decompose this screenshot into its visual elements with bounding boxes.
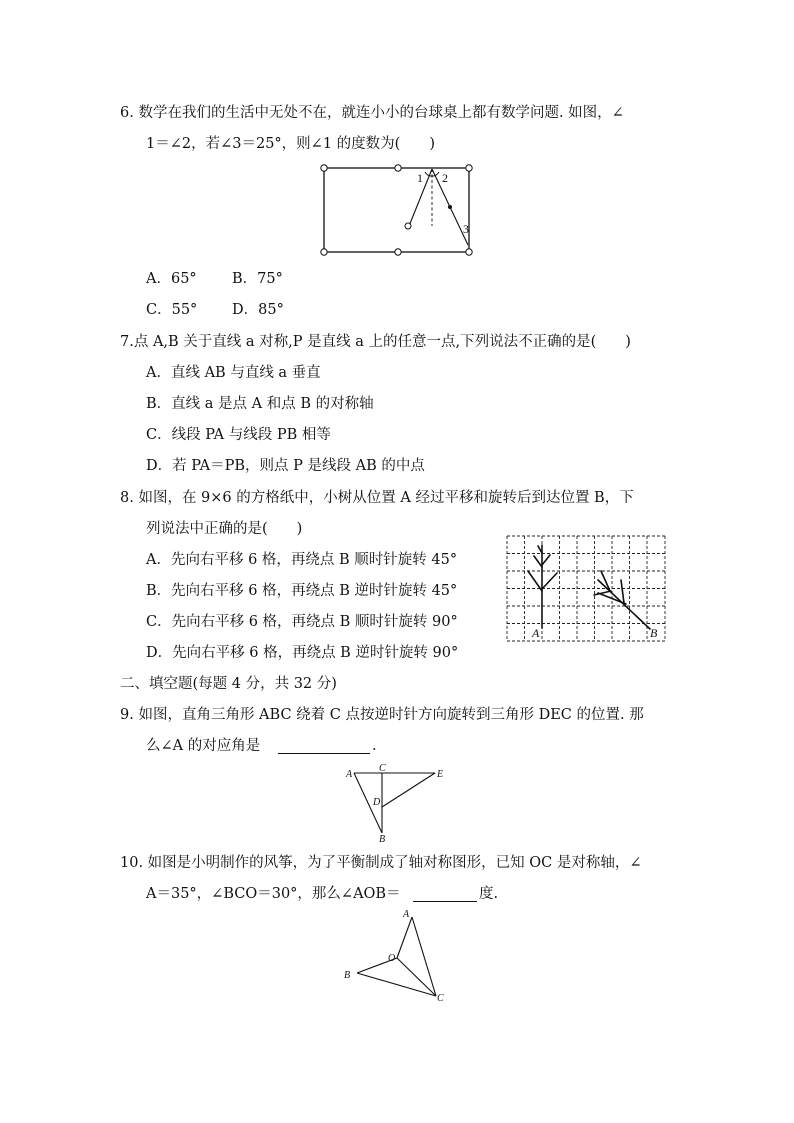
q8-text-line2: 列说法中正确的是( ) — [146, 521, 303, 537]
q10-line2-end: 度. — [479, 886, 499, 902]
pocket — [395, 249, 401, 255]
ball-dot — [448, 205, 452, 209]
q10-answer-blank — [413, 901, 477, 902]
angle-3-label: 3 — [463, 222, 469, 236]
pocket — [395, 165, 401, 171]
point-e-label: E — [437, 769, 444, 780]
tree-b — [594, 571, 650, 629]
q6-text-line1: 6. 数学在我们的生活中无处不在，就连小小的台球桌上都有数学问题. 如图，∠ — [120, 105, 624, 121]
pocket — [321, 249, 327, 255]
q10-kite-figure — [340, 906, 450, 1006]
point-a-label: A — [403, 909, 410, 920]
q10-text-line2: A＝35°，∠BCO＝30°，那么∠AOB＝ — [146, 886, 401, 902]
q9-triangle-figure — [342, 762, 452, 844]
q8-grid-figure — [504, 533, 670, 645]
q8-option-a: A．先向右平移 6 格，再绕点 B 顺时针旋转 45° — [146, 552, 458, 568]
angle-2-label: 2 — [442, 171, 448, 185]
pocket — [466, 165, 472, 171]
q6-billiard-figure — [318, 162, 478, 260]
grid-lines — [507, 536, 665, 641]
q6-option-b: B．75° — [232, 271, 283, 287]
q9-text-line1: 9. 如图，直角三角形 ABC 绕着 C 点按逆时针方向旋转到三角形 DEC 的位置. 那 — [120, 707, 644, 723]
q8-option-c: C．先向右平移 6 格，再绕点 B 顺时针旋转 90° — [146, 614, 458, 630]
q7-text-line1: 7.点 A,B 关于直线 a 对称,P 是直线 a 上的任意一点,下列说法不正确的是( ) — [120, 334, 631, 350]
point-a-label: A — [532, 626, 540, 640]
q8-option-b: B．先向右平移 6 格，再绕点 B 逆时针旋转 45° — [146, 583, 458, 599]
q9-line2-end: . — [372, 738, 377, 754]
q6-text-line2: 1＝∠2，若∠3＝25°，则∠1 的度数为( ) — [146, 136, 435, 152]
pocket — [321, 165, 327, 171]
point-o-label: O — [388, 953, 396, 964]
point-b-label: B — [379, 834, 386, 844]
q6-option-c: C．55° — [146, 302, 198, 318]
point-b-label: B — [650, 626, 658, 640]
q10-text-line1: 10. 如图是小明制作的风筝，为了平衡制成了轴对称图形，已知 OC 是对称轴，∠ — [120, 855, 642, 871]
tree-a — [528, 545, 557, 628]
ball — [405, 223, 411, 229]
q9-answer-blank — [278, 753, 370, 754]
q7-option-b: B．直线 a 是点 A 和点 B 的对称轴 — [146, 396, 374, 412]
q8-text-line1: 8. 如图，在 9×6 的方格纸中，小树从位置 A 经过平移和旋转后到达位置 B，下 — [120, 490, 634, 506]
section-2-heading: 二、填空题(每题 4 分，共 32 分) — [120, 676, 337, 692]
angle-1-label: 1 — [417, 171, 423, 185]
q7-option-d: D．若 PA＝PB，则点 P 是线段 AB 的中点 — [146, 458, 425, 474]
point-a-label: A — [346, 769, 353, 780]
point-c-label: C — [437, 993, 444, 1004]
q6-option-d: D．85° — [232, 302, 284, 318]
q9-text-line2: 么∠A 的对应角是 — [146, 738, 261, 754]
point-c-label: C — [379, 763, 386, 774]
q7-option-c: C．线段 PA 与线段 PB 相等 — [146, 427, 331, 443]
point-d-label: D — [373, 797, 381, 808]
q8-option-d: D．先向右平移 6 格，再绕点 B 逆时针旋转 90° — [146, 645, 459, 661]
pocket — [466, 249, 472, 255]
q7-option-a: A．直线 AB 与直线 a 垂直 — [146, 365, 321, 381]
point-b-label: B — [344, 970, 351, 981]
q6-option-a: A．65° — [146, 271, 197, 287]
